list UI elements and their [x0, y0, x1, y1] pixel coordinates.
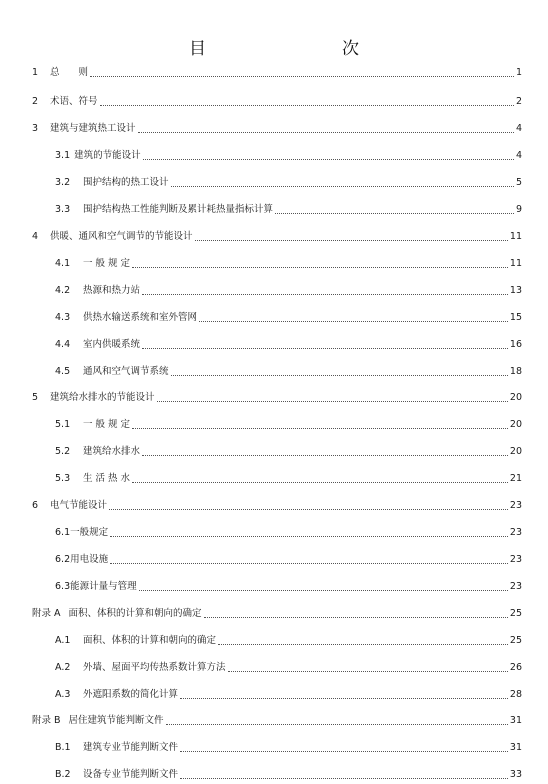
- toc-entry-page: 4: [515, 123, 522, 134]
- toc-entry-page: 26: [509, 662, 522, 673]
- toc-entry-page: 15: [509, 312, 522, 323]
- dot-leader: [171, 374, 508, 376]
- toc-entry-number: 4.2: [55, 285, 71, 296]
- toc-subentry[interactable]: [55, 445, 522, 459]
- dot-leader: [142, 293, 508, 295]
- toc-subentry[interactable]: [55, 257, 522, 271]
- toc-subentry[interactable]: [55, 553, 522, 567]
- dot-leader: [90, 75, 514, 77]
- toc-entry-number: 4.4: [55, 339, 71, 350]
- toc-subentry[interactable]: [55, 149, 522, 163]
- toc-entry-page: 4: [515, 150, 522, 161]
- toc-entry-title: 供暖、通风和空气调节的节能设计: [50, 231, 193, 242]
- toc-entry[interactable]: [32, 66, 522, 80]
- toc-entry-title: 室内供暖系统: [83, 339, 141, 350]
- dot-leader: [180, 750, 508, 752]
- toc-entry-title: 设备专业节能判断文件: [83, 769, 179, 780]
- toc-entry-page: 25: [509, 608, 522, 619]
- toc-entry-page: 9: [515, 204, 522, 215]
- dot-leader: [171, 185, 514, 187]
- toc-entry-title: 能源计量与管理: [70, 581, 137, 592]
- dot-leader: [204, 616, 508, 618]
- toc-entry-page: 18: [509, 366, 522, 377]
- toc-entry-number: 6.2: [55, 554, 71, 565]
- dot-leader: [166, 723, 508, 725]
- toc-entry-title: 建筑专业节能判断文件: [83, 742, 179, 753]
- toc-entry-page: 11: [509, 231, 522, 242]
- toc-entry-title: 居住建筑节能判断文件: [68, 715, 164, 726]
- toc-entry-number: 6: [32, 500, 39, 511]
- toc-entry-title: 外墙、屋面平均传热系数计算方法: [83, 662, 226, 673]
- toc-entry-number: B.1: [55, 742, 71, 753]
- dot-leader: [142, 454, 508, 456]
- toc-entry-title: 电气节能设计: [50, 500, 108, 511]
- toc-entry-number: 3.3: [55, 204, 71, 215]
- toc-entry[interactable]: [32, 391, 522, 405]
- toc-entry-page: 23: [509, 581, 522, 592]
- dot-leader: [100, 104, 514, 106]
- dot-leader: [157, 400, 508, 402]
- toc-entry[interactable]: [32, 122, 522, 136]
- toc-entry-number: 4.3: [55, 312, 71, 323]
- toc-entry-number: 附录 A: [32, 608, 61, 619]
- toc-entry-title: 围护结构的热工设计: [83, 177, 169, 188]
- toc-entry-title: 面积、体积的计算和朝向的确定: [68, 608, 202, 619]
- dot-leader: [195, 239, 508, 241]
- toc-subentry[interactable]: [55, 580, 522, 594]
- toc-entry-title: 建筑给水排水的节能设计: [50, 392, 155, 403]
- toc-entry-number: 2: [32, 96, 39, 107]
- toc-entry-number: B.2: [55, 769, 71, 780]
- toc-entry-number: 附录 B: [32, 715, 61, 726]
- toc-entry-title: 热源和热力站: [83, 285, 141, 296]
- dot-leader: [132, 266, 508, 268]
- dot-leader: [180, 777, 508, 779]
- toc-entry-page: 13: [509, 285, 522, 296]
- toc-subentry[interactable]: [55, 634, 522, 648]
- toc-subentry[interactable]: [55, 203, 522, 217]
- toc-entry-title: 总 则: [50, 67, 89, 78]
- toc-entry-page: 20: [509, 419, 522, 430]
- toc-entry-page: 33: [509, 769, 522, 780]
- toc-entry-number: 3.2: [55, 177, 71, 188]
- dot-leader: [180, 697, 508, 699]
- toc-entry-title: 围护结构热工性能判断及累计耗热量指标计算: [83, 204, 274, 215]
- toc-entry-page: 23: [509, 554, 522, 565]
- toc-subentry[interactable]: [55, 741, 522, 755]
- toc-entry-title: 一 般 规 定: [83, 258, 131, 269]
- toc-entry-title: 通风和空气调节系统: [83, 366, 169, 377]
- toc-entry-number: 5: [32, 392, 39, 403]
- toc-subentry[interactable]: [55, 768, 522, 782]
- toc-entry-number: 4: [32, 231, 39, 242]
- toc-entry[interactable]: [32, 95, 522, 109]
- toc-entry-title: 术语、符号: [50, 96, 98, 107]
- dot-leader: [199, 320, 508, 322]
- toc-subentry[interactable]: [55, 661, 522, 675]
- toc-entry-page: 23: [509, 500, 522, 511]
- toc-entry-page: 20: [509, 392, 522, 403]
- toc-entry-title: 用电设施: [70, 554, 109, 565]
- dot-leader: [139, 589, 508, 591]
- dot-leader: [110, 562, 508, 564]
- toc-entry-number: A.1: [55, 635, 71, 646]
- toc-entry-number: A.2: [55, 662, 71, 673]
- toc-entry-page: 16: [509, 339, 522, 350]
- toc-entry-page: 21: [509, 473, 522, 484]
- dot-leader: [143, 158, 514, 160]
- toc-entry-title: 一 般 规 定: [83, 419, 131, 430]
- toc-entry-title: 面积、体积的计算和朝向的确定: [83, 635, 217, 646]
- toc-entry-number: 6.1: [55, 527, 71, 538]
- toc-entry-page: 25: [509, 635, 522, 646]
- toc-entry-page: 31: [509, 715, 522, 726]
- toc-entry-page: 2: [515, 96, 522, 107]
- dot-leader: [132, 481, 508, 483]
- toc-entry-title: 供热水输送系统和室外管网: [83, 312, 198, 323]
- toc-appendix-entry[interactable]: [32, 607, 522, 621]
- dot-leader: [218, 643, 508, 645]
- toc-entry[interactable]: [32, 230, 522, 244]
- toc-entry-number: 1: [32, 67, 39, 78]
- toc-entry-page: 11: [509, 258, 522, 269]
- toc-entry-number: 3: [32, 123, 39, 134]
- dot-leader: [138, 131, 514, 133]
- toc-entry-number: 4.1: [55, 258, 71, 269]
- toc-entry-number: 6.3: [55, 581, 71, 592]
- toc-entry-number: 5.3: [55, 473, 71, 484]
- toc-entry[interactable]: [32, 499, 522, 513]
- toc-entry-page: 20: [509, 446, 522, 457]
- toc-entry-page: 23: [509, 527, 522, 538]
- toc-entry-number: 3.1: [55, 150, 71, 161]
- dot-leader: [110, 535, 508, 537]
- dot-leader: [109, 508, 508, 510]
- toc-entry-number: A.3: [55, 689, 71, 700]
- toc-entry-number: 4.5: [55, 366, 71, 377]
- page-title: 目 次: [189, 39, 393, 59]
- toc-subentry[interactable]: [55, 472, 522, 486]
- dot-leader: [275, 212, 514, 214]
- dot-leader: [132, 427, 508, 429]
- toc-subentry[interactable]: [55, 688, 522, 702]
- toc-entry-title: 外遮阳系数的简化计算: [83, 689, 179, 700]
- toc-entry-number: 5.2: [55, 446, 71, 457]
- toc-subentry[interactable]: [55, 311, 522, 325]
- toc-entry-page: 5: [515, 177, 522, 188]
- toc-subentry[interactable]: [55, 526, 522, 540]
- toc-entry-title: 建筑与建筑热工设计: [50, 123, 136, 134]
- toc-entry-title: 建筑的节能设计: [74, 150, 141, 161]
- toc-entry-title: 建筑给水排水: [83, 446, 141, 457]
- toc-entry-title: 生 活 热 水: [83, 473, 131, 484]
- toc-subentry[interactable]: [55, 418, 522, 432]
- toc-subentry[interactable]: [55, 338, 522, 352]
- toc-subentry[interactable]: [55, 176, 522, 190]
- dot-leader: [142, 347, 508, 349]
- toc-entry-title: 一般规定: [70, 527, 109, 538]
- toc-subentry[interactable]: [55, 284, 522, 298]
- toc-entry-page: 1: [515, 67, 522, 78]
- toc-entry-number: 5.1: [55, 419, 71, 430]
- toc-subentry[interactable]: [55, 365, 522, 379]
- toc-entry-page: 28: [509, 689, 522, 700]
- dot-leader: [228, 670, 508, 672]
- toc-entry-page: 31: [509, 742, 522, 753]
- toc-appendix-entry[interactable]: [32, 714, 522, 728]
